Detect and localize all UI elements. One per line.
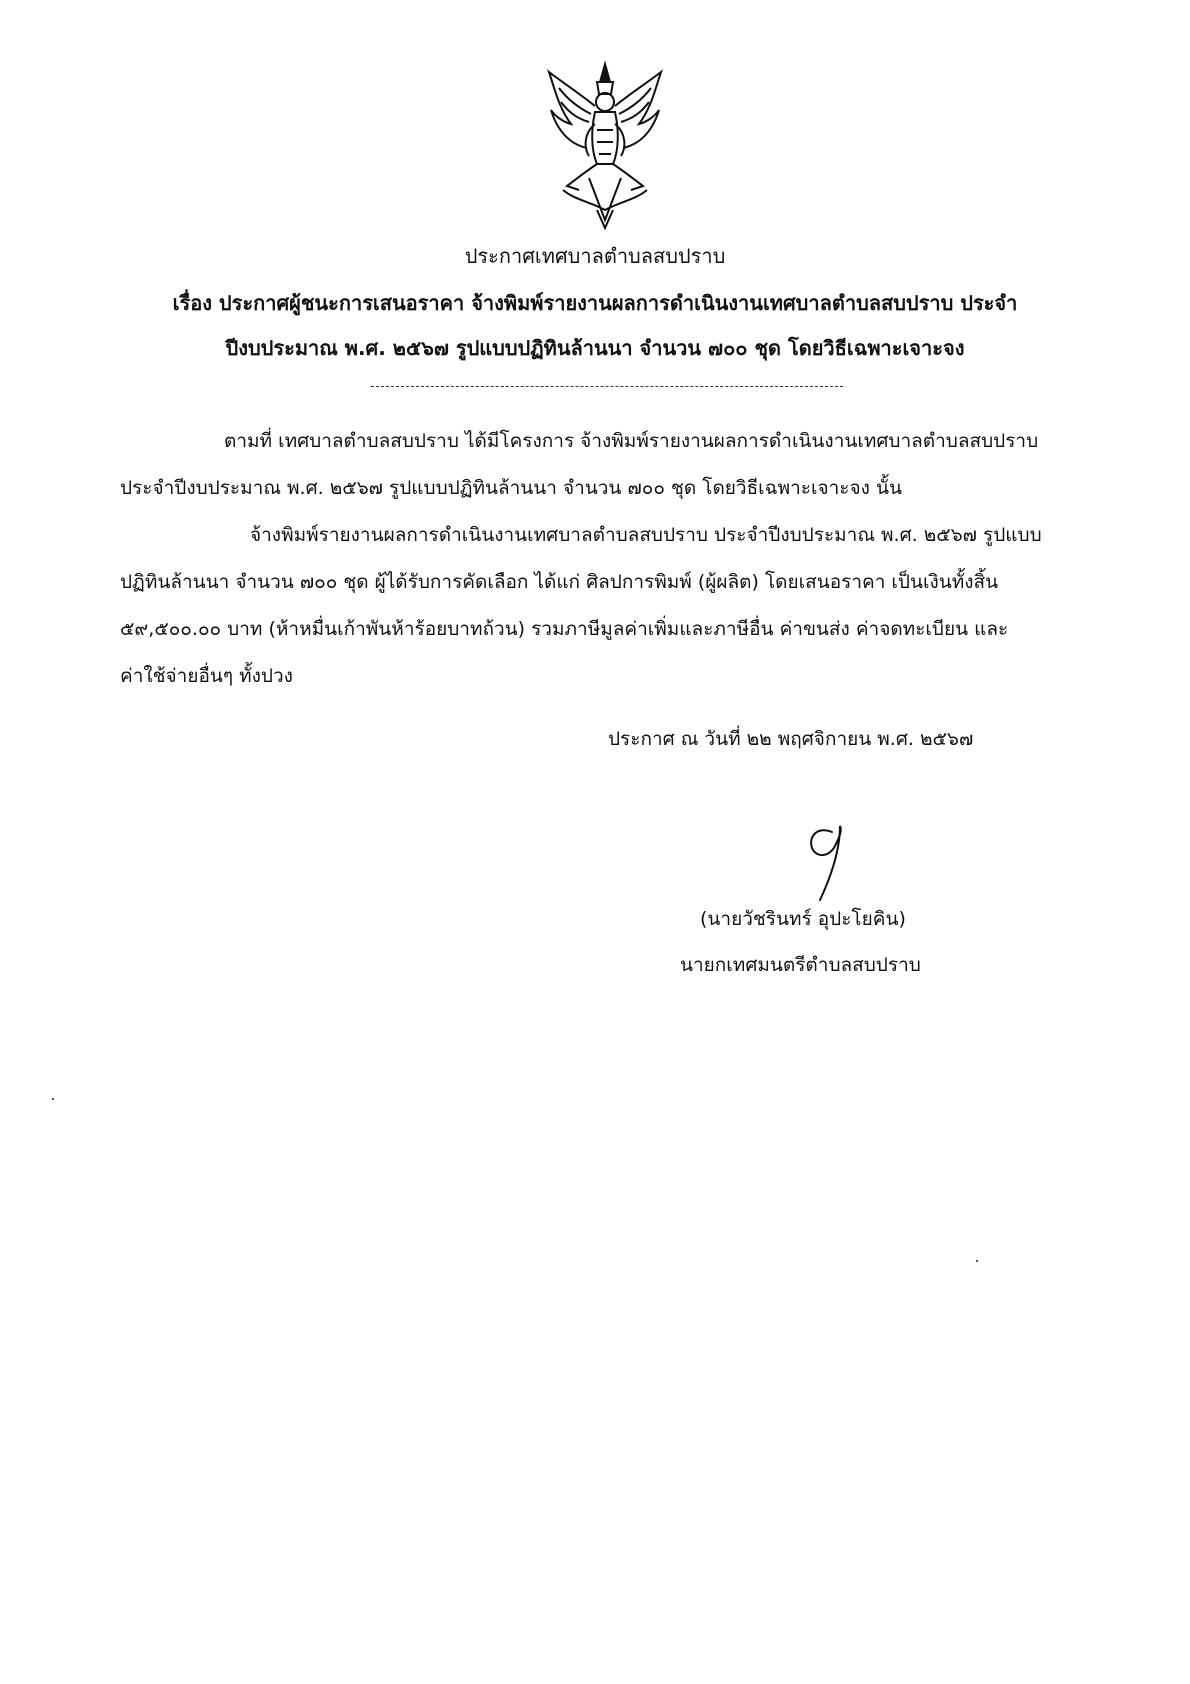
body-paragraph-2-line-2: ปฏิทินล้านนา จำนวน ๗๐๐ ชุด ผู้ได้รับการคัดเลือก ได้แก่ ศิลปการพิมพ์ (ผู้ผลิต) โดยเสนอราคา เป็นเงินทั้งสิ้น xyxy=(120,571,999,593)
body-paragraph-2-line-3: ๕๙,๕๐๐.๐๐ บาท (ห้าหมื่นเก้าพันห้าร้อยบาทถ้วน) รวมภาษีมูลค่าเพิ่มและภาษีอื่น ค่าขนส่ง ค่าจดทะเบียน และ xyxy=(120,618,1009,640)
announcement-heading: ประกาศเทศบาลตำบลสบปราบ xyxy=(464,244,726,268)
body-paragraph-1 xyxy=(120,418,1080,512)
subject-line-2: ปีงบประมาณ พ.ศ. ๒๕๖๗ รูปแบบปฏิทินล้านนา จำนวน ๗๐๐ ชุด โดยวิธีเฉพาะเจาะจง xyxy=(225,336,965,360)
subject-line-1: เรื่อง ประกาศผู้ชนะการเสนอราคา จ้างพิมพ์รายงานผลการดำเนินงานเทศบาลตำบลสบปราบ ประจำ xyxy=(172,291,1018,315)
scan-speck xyxy=(976,1260,978,1262)
signer-position: นายกเทศมนตรีตำบลสบปราบ xyxy=(680,954,921,976)
announcement-date: ประกาศ ณ วันที่ ๒๒ พฤศจิกายน พ.ศ. ๒๕๖๗ xyxy=(608,728,974,750)
garuda-emblem-icon xyxy=(545,60,665,230)
body-paragraph-2 xyxy=(120,512,1080,700)
title-divider xyxy=(371,386,843,387)
body-paragraph-1-line-1: ตามที่ เทศบาลตำบลสบปราบ ได้มีโครงการ จ้างพิมพ์รายงานผลการดำเนินงานเทศบาลตำบลสบปราบ xyxy=(224,430,1039,452)
body-paragraph-2-line-4: ค่าใช้จ่ายอื่นๆ ทั้งปวง xyxy=(120,665,293,687)
signer-name: (นายวัชรินทร์ อุปะโยคิน) xyxy=(700,908,906,930)
scan-speck xyxy=(52,1098,54,1100)
body-paragraph-1-line-2: ประจำปีงบประมาณ พ.ศ. ๒๕๖๗ รูปแบบปฏิทินล้านนา จำนวน ๗๐๐ ชุด โดยวิธีเฉพาะเจาะจง นั้น xyxy=(120,477,902,499)
handwritten-signature xyxy=(790,818,870,908)
body-paragraph-2-line-1: จ้างพิมพ์รายงานผลการดำเนินงานเทศบาลตำบลสบปราบ ประจำปีงบประมาณ พ.ศ. ๒๕๖๗ รูปแบบ xyxy=(250,524,1042,546)
